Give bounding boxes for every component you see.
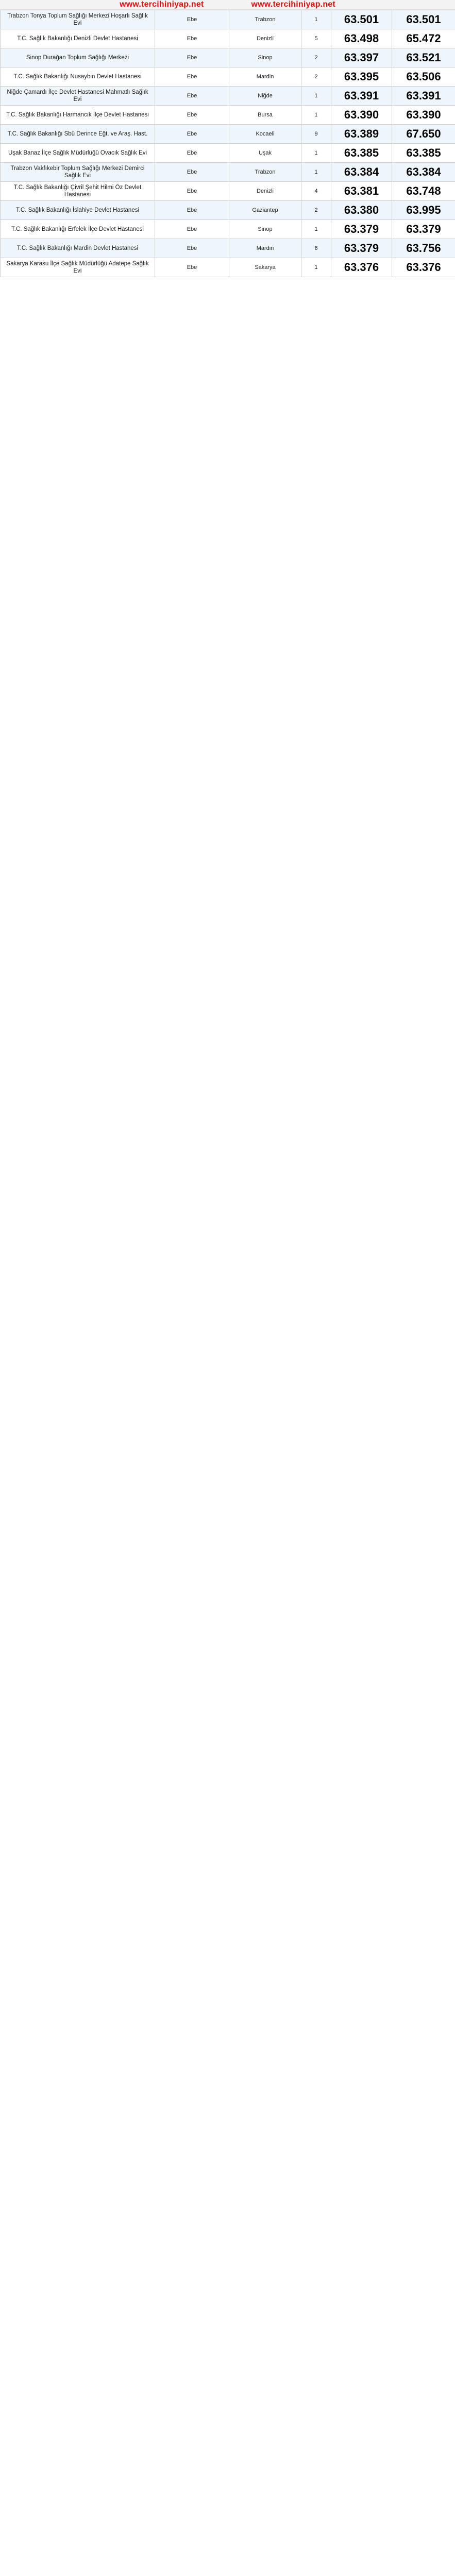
quota-count: 4 [301,182,331,201]
institution-name: Uşak Banaz İlçe Sağlık Müdürlüğü Ovacık Sağlık Evi [1,144,155,163]
quota-count: 6 [301,239,331,258]
table-row [1,201,455,220]
quota-count: 1 [301,144,331,163]
city-name: Kocaeli [229,125,301,144]
max-score: 63.385 [392,144,455,163]
table-row [1,125,455,144]
program-type: Ebe [155,220,229,239]
table-row [1,182,455,201]
table-row [1,163,455,182]
program-type: Ebe [155,163,229,182]
institution-name: Trabzon Vakfıkebir Toplum Sağlığı Merkezi Demirci Sağlık Evi [1,163,155,182]
quota-count: 1 [301,220,331,239]
table-body [1,10,455,277]
institution-name: Sinop Durağan Toplum Sağlığı Merkezi [1,48,155,67]
min-score: 63.376 [331,258,392,277]
institution-name: Trabzon Tonya Toplum Sağlığı Merkezi Hoşarlı Sağlık Evi [1,10,155,29]
table-row [1,258,455,277]
institution-name: T.C. Sağlık Bakanlığı Nusaybin Devlet Hastanesi [1,67,155,87]
city-name: Denizli [229,29,301,48]
table-row [1,48,455,67]
quota-count: 2 [301,67,331,87]
max-score: 63.501 [392,10,455,29]
city-name: Uşak [229,144,301,163]
table-row [1,10,455,29]
program-type: Ebe [155,48,229,67]
city-name: Denizli [229,182,301,201]
city-name: Niğde [229,87,301,106]
max-score: 63.376 [392,258,455,277]
max-score: 63.506 [392,67,455,87]
table-row [1,144,455,163]
max-score: 65.472 [392,29,455,48]
quota-count: 1 [301,10,331,29]
min-score: 63.379 [331,239,392,258]
institution-name: Sakarya Karasu İlçe Sağlık Müdürlüğü Adatepe Sağlık Evi [1,258,155,277]
min-score: 63.397 [331,48,392,67]
max-score: 63.391 [392,87,455,106]
quota-count: 1 [301,106,331,125]
min-score: 63.385 [331,144,392,163]
max-score: 67.650 [392,125,455,144]
min-score: 63.381 [331,182,392,201]
quota-count: 5 [301,29,331,48]
min-score: 63.384 [331,163,392,182]
city-name: Trabzon [229,10,301,29]
city-name: Gaziantep [229,201,301,220]
institution-name: T.C. Sağlık Bakanlığı Harmancık İlçe Devlet Hastanesi [1,106,155,125]
institution-name: T.C. Sağlık Bakanlığı İslahiye Devlet Hastanesi [1,201,155,220]
quota-count: 2 [301,201,331,220]
institution-name: T.C. Sağlık Bakanlığı Sbü Derince Eğt. ve Araş. Hast. [1,125,155,144]
max-score: 63.756 [392,239,455,258]
program-type: Ebe [155,67,229,87]
program-type: Ebe [155,106,229,125]
institution-name: Niğde Çamardı İlçe Devlet Hastanesi Mahmatlı Sağlık Evi [1,87,155,106]
quota-count: 9 [301,125,331,144]
city-name: Trabzon [229,163,301,182]
max-score: 63.521 [392,48,455,67]
program-type: Ebe [155,29,229,48]
city-name: Mardin [229,67,301,87]
city-name: Mardin [229,239,301,258]
table-row [1,106,455,125]
max-score: 63.748 [392,182,455,201]
program-type: Ebe [155,87,229,106]
program-type: Ebe [155,144,229,163]
table-row [1,239,455,258]
quota-table [0,10,455,277]
table-row [1,67,455,87]
institution-name: T.C. Sağlık Bakanlığı Erfelek İlçe Devlet Hastanesi [1,220,155,239]
min-score: 63.379 [331,220,392,239]
program-type: Ebe [155,10,229,29]
quota-count: 1 [301,87,331,106]
table-row [1,220,455,239]
min-score: 63.389 [331,125,392,144]
city-name: Sinop [229,48,301,67]
min-score: 63.391 [331,87,392,106]
quota-count: 1 [301,258,331,277]
quota-count: 2 [301,48,331,67]
program-type: Ebe [155,258,229,277]
max-score: 63.384 [392,163,455,182]
min-score: 63.380 [331,201,392,220]
program-type: Ebe [155,201,229,220]
city-name: Sakarya [229,258,301,277]
program-type: Ebe [155,125,229,144]
program-type: Ebe [155,239,229,258]
table-row [1,29,455,48]
program-type: Ebe [155,182,229,201]
city-name: Bursa [229,106,301,125]
institution-name: T.C. Sağlık Bakanlığı Mardin Devlet Hastanesi [1,239,155,258]
max-score: 63.995 [392,201,455,220]
watermark-left[interactable]: www.tercihiniyap.net [120,0,204,9]
quota-count: 1 [301,163,331,182]
min-score: 63.395 [331,67,392,87]
max-score: 63.379 [392,220,455,239]
watermark-right[interactable]: www.tercihiniyap.net [251,0,335,9]
min-score: 63.498 [331,29,392,48]
institution-name: T.C. Sağlık Bakanlığı Denizli Devlet Hastanesi [1,29,155,48]
min-score: 63.501 [331,10,392,29]
city-name: Sinop [229,220,301,239]
min-score: 63.390 [331,106,392,125]
institution-name: T.C. Sağlık Bakanlığı Çivril Şehit Hilmi Öz Devlet Hastanesi [1,182,155,201]
table-row [1,87,455,106]
max-score: 63.390 [392,106,455,125]
watermark-band [0,0,455,10]
